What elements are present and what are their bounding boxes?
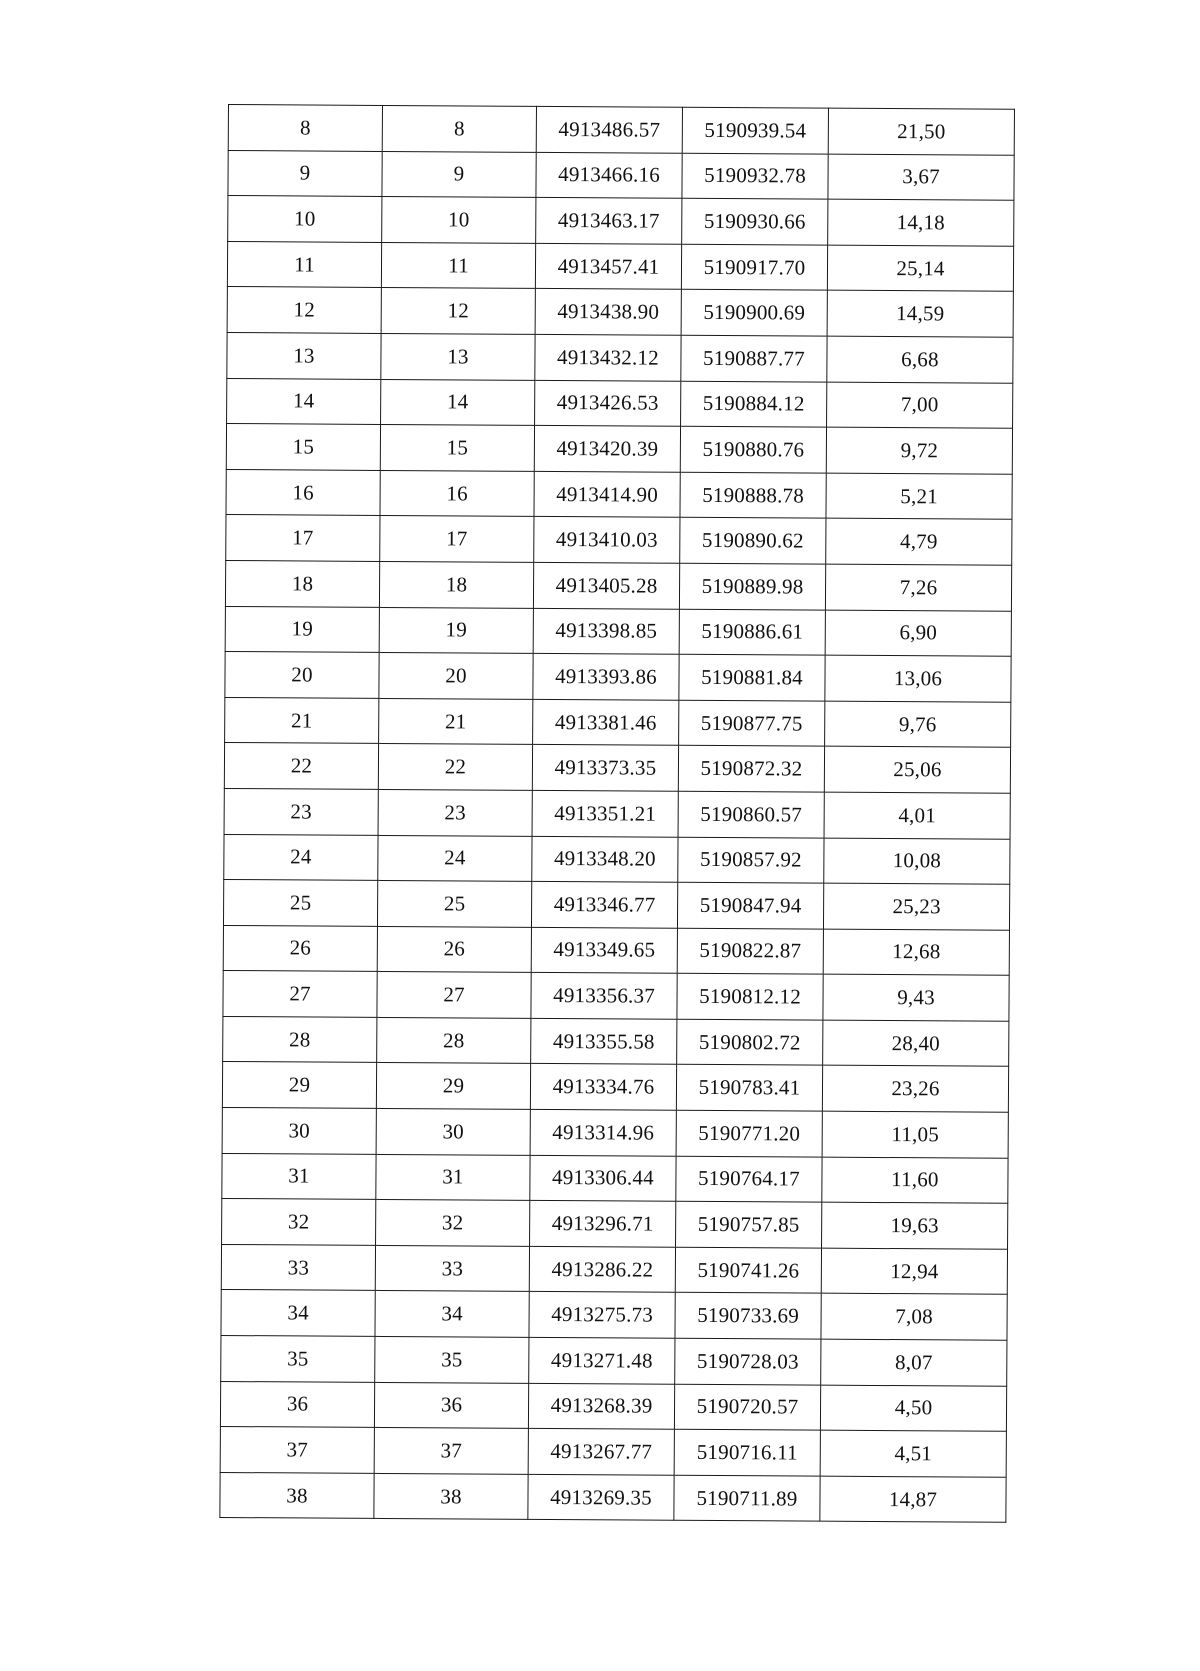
point-id-cell: 19 [379, 607, 533, 654]
x-coordinate-cell: 4913349.65 [531, 927, 677, 973]
y-coordinate-cell: 5190872.32 [678, 746, 824, 792]
x-coordinate-cell: 4913306.44 [530, 1155, 676, 1201]
y-coordinate-cell: 5190741.26 [675, 1247, 821, 1293]
point-number-cell: 33 [221, 1244, 375, 1291]
y-coordinate-cell: 5190932.78 [682, 153, 828, 199]
y-coordinate-cell: 5190812.12 [677, 974, 823, 1020]
y-coordinate-cell: 5190783.41 [676, 1065, 822, 1111]
x-coordinate-cell: 4913486.57 [536, 106, 682, 152]
y-coordinate-cell: 5190900.69 [681, 290, 827, 336]
point-id-cell: 21 [379, 698, 533, 745]
y-coordinate-cell: 5190857.92 [678, 837, 824, 883]
table-row [223, 971, 1009, 1021]
y-coordinate-cell: 5190764.17 [676, 1156, 822, 1202]
point-id-cell: 18 [379, 561, 533, 608]
x-coordinate-cell: 4913438.90 [535, 289, 681, 335]
point-number-cell: 11 [227, 241, 381, 288]
point-id-cell: 16 [380, 470, 534, 517]
point-number-cell: 8 [228, 105, 382, 152]
x-coordinate-cell: 4913348.20 [532, 836, 678, 882]
x-coordinate-cell: 4913463.17 [536, 198, 682, 244]
point-number-cell: 24 [224, 834, 378, 881]
table-row [223, 1016, 1009, 1066]
point-id-cell: 35 [375, 1336, 529, 1383]
y-coordinate-cell: 5190887.77 [681, 335, 827, 381]
point-number-cell: 19 [225, 606, 379, 653]
x-coordinate-cell: 4913275.73 [529, 1292, 675, 1338]
point-number-cell: 34 [221, 1290, 375, 1337]
y-coordinate-cell: 5190880.76 [680, 426, 826, 472]
y-coordinate-cell: 5190860.57 [678, 791, 824, 837]
point-number-cell: 38 [220, 1472, 374, 1519]
point-id-cell: 38 [374, 1473, 528, 1520]
table-row [222, 1153, 1008, 1203]
point-id-cell: 13 [381, 333, 535, 380]
table-row [226, 515, 1012, 565]
distance-cell: 8,07 [821, 1339, 1007, 1386]
table-row [223, 925, 1009, 975]
table-row [220, 1427, 1006, 1477]
x-coordinate-cell: 4913355.58 [531, 1018, 677, 1064]
distance-cell: 28,40 [823, 1020, 1009, 1067]
distance-cell: 9,76 [825, 701, 1011, 748]
distance-cell: 14,59 [827, 291, 1013, 338]
point-number-cell: 13 [227, 332, 381, 379]
point-id-cell: 30 [376, 1108, 530, 1155]
point-id-cell: 28 [377, 1017, 531, 1064]
point-number-cell: 10 [228, 196, 382, 243]
table-row [221, 1336, 1007, 1386]
point-number-cell: 26 [223, 925, 377, 972]
point-id-cell: 11 [381, 242, 535, 289]
table-row [227, 378, 1013, 428]
y-coordinate-cell: 5190930.66 [682, 198, 828, 244]
y-coordinate-cell: 5190939.54 [682, 107, 828, 153]
distance-cell: 14,18 [828, 199, 1014, 246]
distance-cell: 19,63 [822, 1202, 1008, 1249]
point-id-cell: 26 [377, 926, 531, 973]
point-number-cell: 16 [226, 469, 380, 516]
table-row [220, 1472, 1006, 1522]
table-row [221, 1290, 1007, 1340]
distance-cell: 25,06 [824, 746, 1010, 793]
distance-cell: 6,68 [827, 336, 1013, 383]
x-coordinate-cell: 4913426.53 [535, 380, 681, 426]
table-row [227, 332, 1013, 382]
y-coordinate-cell: 5190881.84 [679, 654, 825, 700]
y-coordinate-cell: 5190711.89 [674, 1475, 820, 1521]
coordinates-table-body [220, 105, 1015, 1523]
table-row [225, 697, 1011, 747]
point-number-cell: 20 [225, 652, 379, 699]
point-id-cell: 15 [380, 425, 534, 472]
x-coordinate-cell: 4913457.41 [535, 243, 681, 289]
y-coordinate-cell: 5190757.85 [676, 1202, 822, 1248]
y-coordinate-cell: 5190716.11 [674, 1429, 820, 1475]
point-number-cell: 23 [224, 788, 378, 835]
point-number-cell: 30 [222, 1108, 376, 1155]
x-coordinate-cell: 4913268.39 [528, 1383, 674, 1429]
x-coordinate-cell: 4913296.71 [530, 1201, 676, 1247]
distance-cell: 12,68 [823, 929, 1009, 976]
point-id-cell: 36 [374, 1382, 528, 1429]
x-coordinate-cell: 4913381.46 [533, 699, 679, 745]
distance-cell: 6,90 [825, 610, 1011, 657]
distance-cell: 4,51 [820, 1430, 1006, 1477]
x-coordinate-cell: 4913405.28 [533, 562, 679, 608]
x-coordinate-cell: 4913286.22 [529, 1246, 675, 1292]
table-row [222, 1199, 1008, 1249]
table-row [224, 788, 1010, 838]
x-coordinate-cell: 4913271.48 [529, 1337, 675, 1383]
point-id-cell: 20 [379, 653, 533, 700]
point-number-cell: 12 [227, 287, 381, 334]
point-id-cell: 33 [375, 1245, 529, 1292]
point-id-cell: 34 [375, 1291, 529, 1338]
point-number-cell: 28 [223, 1016, 377, 1063]
y-coordinate-cell: 5190802.72 [677, 1019, 823, 1065]
point-number-cell: 15 [226, 424, 380, 471]
table-row [224, 743, 1010, 793]
distance-cell: 25,14 [827, 245, 1013, 292]
point-id-cell: 8 [382, 105, 536, 152]
table-row [222, 1062, 1008, 1112]
table-row [221, 1244, 1007, 1294]
x-coordinate-cell: 4913356.37 [531, 973, 677, 1019]
y-coordinate-cell: 5190771.20 [676, 1110, 822, 1156]
point-number-cell: 37 [220, 1427, 374, 1474]
distance-cell: 23,26 [822, 1066, 1008, 1113]
y-coordinate-cell: 5190728.03 [675, 1338, 821, 1384]
x-coordinate-cell: 4913334.76 [530, 1064, 676, 1110]
point-number-cell: 29 [222, 1062, 376, 1109]
point-id-cell: 29 [376, 1063, 530, 1110]
table-row [225, 560, 1011, 610]
table-row [223, 880, 1009, 930]
y-coordinate-cell: 5190889.98 [679, 563, 825, 609]
point-number-cell: 36 [220, 1381, 374, 1428]
point-id-cell: 31 [376, 1154, 530, 1201]
distance-cell: 4,01 [824, 792, 1010, 839]
distance-cell: 21,50 [828, 108, 1014, 155]
x-coordinate-cell: 4913432.12 [535, 334, 681, 380]
table-row [227, 241, 1013, 291]
point-number-cell: 25 [223, 880, 377, 927]
point-id-cell: 27 [377, 972, 531, 1019]
x-coordinate-cell: 4913314.96 [530, 1109, 676, 1155]
point-number-cell: 22 [224, 743, 378, 790]
y-coordinate-cell: 5190877.75 [679, 700, 825, 746]
point-number-cell: 31 [222, 1153, 376, 1200]
point-id-cell: 10 [382, 197, 536, 244]
table-row [228, 105, 1014, 155]
distance-cell: 7,00 [827, 382, 1013, 429]
point-id-cell: 9 [382, 151, 536, 198]
table-row [222, 1108, 1008, 1158]
x-coordinate-cell: 4913410.03 [534, 517, 680, 563]
distance-cell: 10,08 [824, 838, 1010, 885]
x-coordinate-cell: 4913346.77 [531, 881, 677, 927]
table-row [226, 469, 1012, 519]
y-coordinate-cell: 5190888.78 [680, 472, 826, 518]
y-coordinate-cell: 5190886.61 [679, 609, 825, 655]
point-number-cell: 21 [225, 697, 379, 744]
point-number-cell: 32 [222, 1199, 376, 1246]
x-coordinate-cell: 4913269.35 [528, 1474, 674, 1520]
point-id-cell: 12 [381, 288, 535, 335]
distance-cell: 11,60 [822, 1157, 1008, 1204]
x-coordinate-cell: 4913373.35 [532, 745, 678, 791]
distance-cell: 9,43 [823, 974, 1009, 1021]
point-id-cell: 32 [376, 1200, 530, 1247]
point-id-cell: 14 [381, 379, 535, 426]
point-id-cell: 22 [378, 744, 532, 791]
table-row [225, 652, 1011, 702]
point-number-cell: 18 [225, 560, 379, 607]
y-coordinate-cell: 5190720.57 [674, 1384, 820, 1430]
distance-cell: 25,23 [823, 883, 1009, 930]
table-row [228, 150, 1014, 200]
table-row [225, 606, 1011, 656]
point-id-cell: 17 [380, 516, 534, 563]
coordinates-table [219, 104, 1015, 1523]
x-coordinate-cell: 4913393.86 [533, 653, 679, 699]
point-id-cell: 37 [374, 1428, 528, 1475]
point-number-cell: 35 [221, 1336, 375, 1383]
point-id-cell: 25 [377, 881, 531, 928]
point-id-cell: 24 [378, 835, 532, 882]
y-coordinate-cell: 5190884.12 [681, 381, 827, 427]
y-coordinate-cell: 5190917.70 [681, 244, 827, 290]
table-row [226, 424, 1012, 474]
x-coordinate-cell: 4913267.77 [528, 1429, 674, 1475]
y-coordinate-cell: 5190733.69 [675, 1293, 821, 1339]
distance-cell: 5,21 [826, 473, 1012, 520]
distance-cell: 4,79 [826, 519, 1012, 566]
point-number-cell: 9 [228, 150, 382, 197]
y-coordinate-cell: 5190890.62 [680, 518, 826, 564]
y-coordinate-cell: 5190847.94 [677, 882, 823, 928]
distance-cell: 3,67 [828, 154, 1014, 201]
x-coordinate-cell: 4913351.21 [532, 790, 678, 836]
table-row [228, 196, 1014, 246]
distance-cell: 7,08 [821, 1294, 1007, 1341]
point-number-cell: 17 [226, 515, 380, 562]
distance-cell: 9,72 [826, 427, 1012, 474]
table-row [220, 1381, 1006, 1431]
distance-cell: 11,05 [822, 1111, 1008, 1158]
distance-cell: 7,26 [825, 564, 1011, 611]
x-coordinate-cell: 4913414.90 [534, 471, 680, 517]
distance-cell: 14,87 [820, 1476, 1006, 1523]
x-coordinate-cell: 4913466.16 [536, 152, 682, 198]
table-row [224, 834, 1010, 884]
x-coordinate-cell: 4913398.85 [533, 608, 679, 654]
distance-cell: 4,50 [820, 1385, 1006, 1432]
point-number-cell: 27 [223, 971, 377, 1018]
point-number-cell: 14 [227, 378, 381, 425]
table-row [227, 287, 1013, 337]
distance-cell: 12,94 [821, 1248, 1007, 1295]
point-id-cell: 23 [378, 789, 532, 836]
y-coordinate-cell: 5190822.87 [677, 928, 823, 974]
x-coordinate-cell: 4913420.39 [534, 426, 680, 472]
distance-cell: 13,06 [825, 655, 1011, 702]
